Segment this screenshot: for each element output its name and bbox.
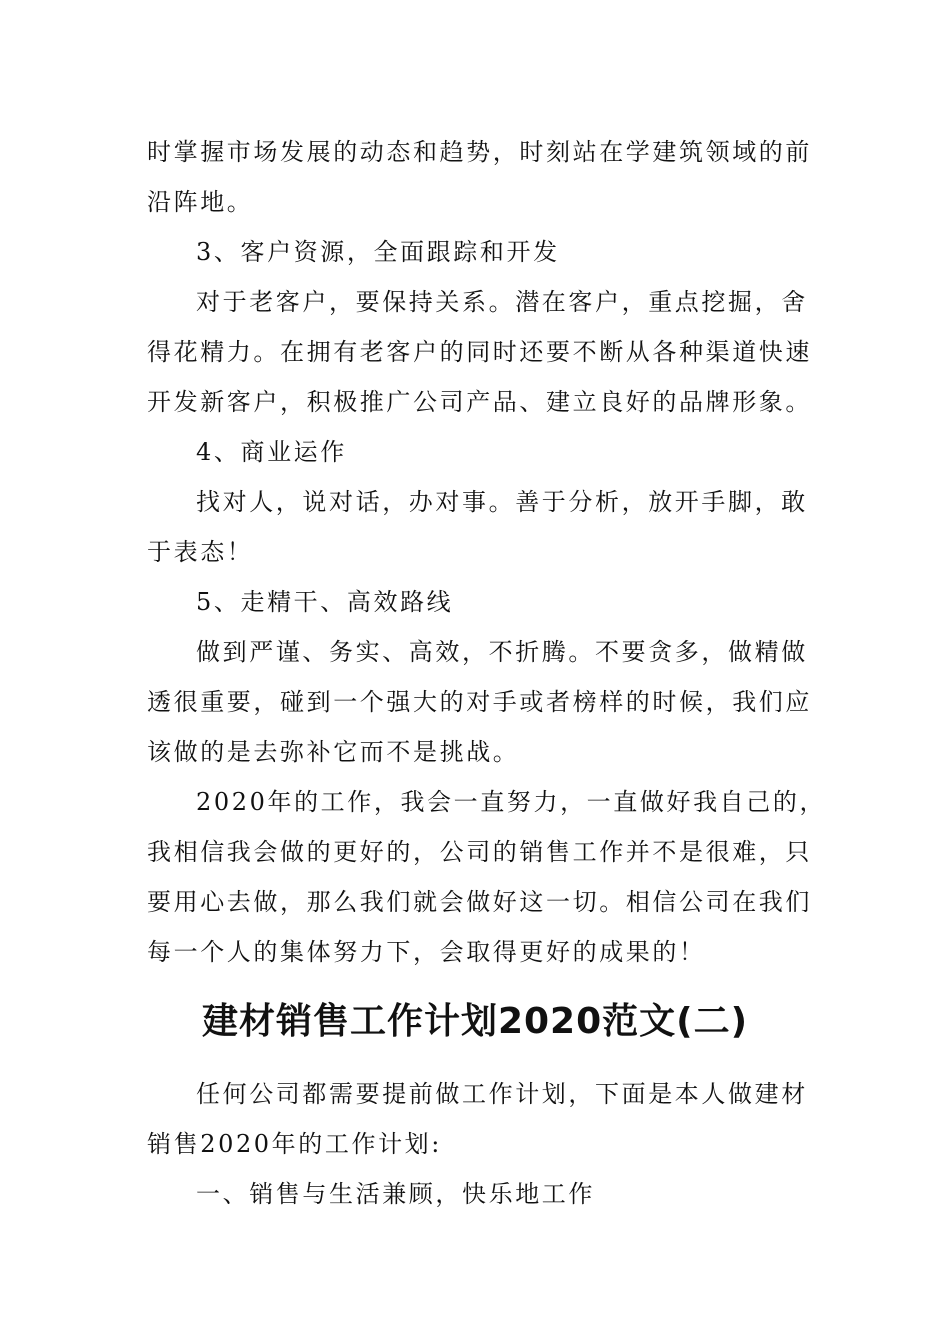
paragraph-line: 开发新客户，积极推广公司产品、建立良好的品牌形象。	[147, 388, 812, 416]
paragraph-line: 找对人，说对话，办对事。善于分析，放开手脚，敢	[196, 488, 808, 516]
paragraph-line: 做到严谨、务实、高效，不折腾。不要贪多，做精做	[196, 638, 808, 666]
section-title: 建材销售工作计划2020范文(二)	[201, 1001, 749, 1042]
section-heading: 4、商业运作	[196, 438, 347, 466]
section-heading: 一、销售与生活兼顾，快乐地工作	[196, 1180, 595, 1208]
paragraph-line: 得花精力。在拥有老客户的同时还要不断从各种渠道快速	[147, 338, 812, 366]
section-heading: 5、走精干、高效路线	[196, 588, 454, 616]
paragraph-line: 沿阵地。	[147, 188, 254, 216]
paragraph-line: 该做的是去弥补它而不是挑战。	[147, 738, 520, 766]
paragraph-line: 要用心去做，那么我们就会做好这一切。相信公司在我们	[147, 888, 812, 916]
paragraph-line: 时掌握市场发展的动态和趋势，时刻站在学建筑领域的前	[147, 138, 812, 166]
paragraph-line: 2020年的工作，我会一直努力，一直做好我自己的，	[196, 788, 827, 816]
paragraph-line: 每一个人的集体努力下，会取得更好的成果的！	[147, 938, 706, 966]
section-heading: 3、客户资源，全面跟踪和开发	[196, 238, 560, 266]
paragraph-line: 任何公司都需要提前做工作计划，下面是本人做建材	[196, 1080, 808, 1108]
paragraph-line: 透很重要，碰到一个强大的对手或者榜样的时候，我们应	[147, 688, 812, 716]
paragraph-line: 我相信我会做的更好的，公司的销售工作并不是很难，只	[147, 838, 812, 866]
paragraph-line: 销售2020年的工作计划:	[147, 1130, 442, 1158]
paragraph-line: 对于老客户，要保持关系。潜在客户，重点挖掘，舍	[196, 288, 808, 316]
paragraph-line: 于表态！	[147, 538, 254, 566]
